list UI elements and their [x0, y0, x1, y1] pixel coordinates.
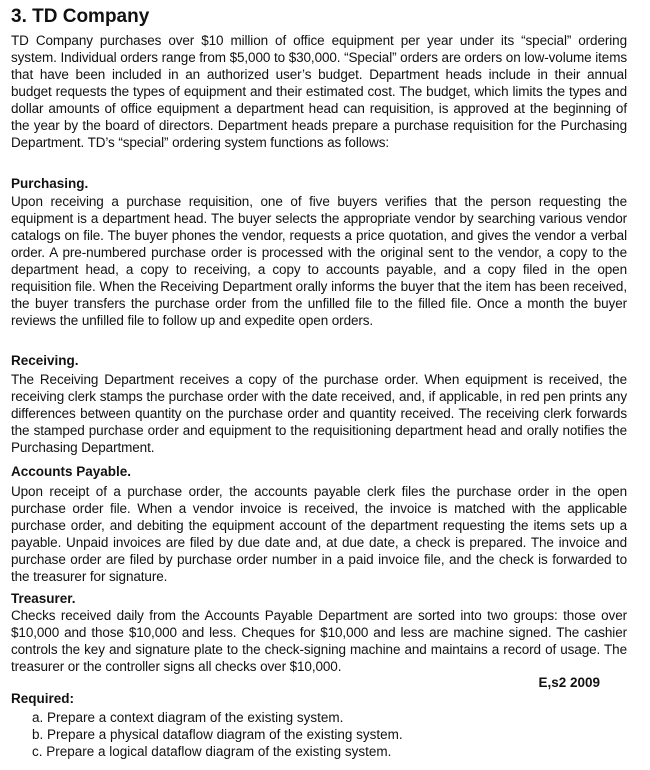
section-body-accounts-payable: Upon receipt of a purchase order, the accounts payable clerk files the purchase order in the open purchase order file. When a vendor invoice is received, the invoice is matched with the applicable purchase order, and debiting the equipment account of the department requesting the items sets up a payable. Unpaid invoices are filed by due date and, at due date, a check is prepared. The invoice and purchase order are filed by purchase order number in a paid invoice file, and the check is forwarded to the treasurer for signature.	[11, 484, 627, 584]
required-item-a: a. Prepare a context diagram of the existing system.	[32, 710, 344, 725]
section-body-receiving: The Receiving Department receives a copy of the purchase order. When equipment is received, the receiving clerk stamps the purchase order with the date received, and, if applicable, in red pen prints any differences between quantity on the purchase order and quantity received. The receiving clerk forwards the stamped purchase order and equipment to the requisitioning department head and orally notifies the Purchasing Department.	[11, 372, 627, 455]
source-tag: E,s2 2009	[538, 675, 600, 690]
section-heading-purchasing: Purchasing.	[11, 176, 89, 191]
required-item-c: c. Prepare a logical dataflow diagram of the existing system.	[32, 744, 392, 759]
required-item-b: b. Prepare a physical dataflow diagram of the existing system.	[32, 727, 403, 742]
intro-paragraph: TD Company purchases over $10 million of office equipment per year under its “special” ordering system. Individual orders range from $5,000 to $30,000. “Special” orders are orders on low-volume items that have been included in an authorized user’s budget. Department heads include in their annual budget requests the types of equipment and their estimated cost. The budget, which limits the types and dollar amounts of office equipment a department head can requisition, is approved at the beginning of the year by the board of directors. Department heads prepare a purchase requisition for the Purchasing Department. TD’s “special” ordering system functions as follows:	[11, 33, 627, 150]
required-heading: Required:	[11, 691, 75, 706]
document-title: 3. TD Company	[11, 6, 150, 27]
section-body-purchasing: Upon receiving a purchase requisition, one of five buyers verifies that the person requesting the equipment is a department head. The buyer selects the appropriate vendor by searching various vendor catalogs on file. The buyer phones the vendor, requests a price quotation, and gives the vendor a verbal order. A pre-numbered purchase order is processed with the original sent to the vendor, a copy to the department head, a copy to receiving, a copy to accounts payable, and a copy filed in the open requisition file. When the Receiving Department orally informs the buyer that the item has been received, the buyer transfers the purchase order from the unfilled file to the filled file. Once a month the buyer reviews the unfilled file to follow up and expedite open orders.	[11, 194, 627, 328]
required-list	[32, 709, 403, 760]
section-heading-accounts-payable: Accounts Payable.	[11, 464, 132, 479]
section-body-treasurer: Checks received daily from the Accounts Payable Department are sorted into two groups: those over $10,000 and those $10,000 and less. Cheques for $10,000 and less are machine signed. The cashier controls the key and signature plate to the check-signing machine and maintains a record of usage. The treasurer or the controller signs all checks over $10,000.	[11, 608, 627, 674]
section-heading-receiving: Receiving.	[11, 353, 79, 368]
section-heading-treasurer: Treasurer.	[11, 591, 76, 606]
